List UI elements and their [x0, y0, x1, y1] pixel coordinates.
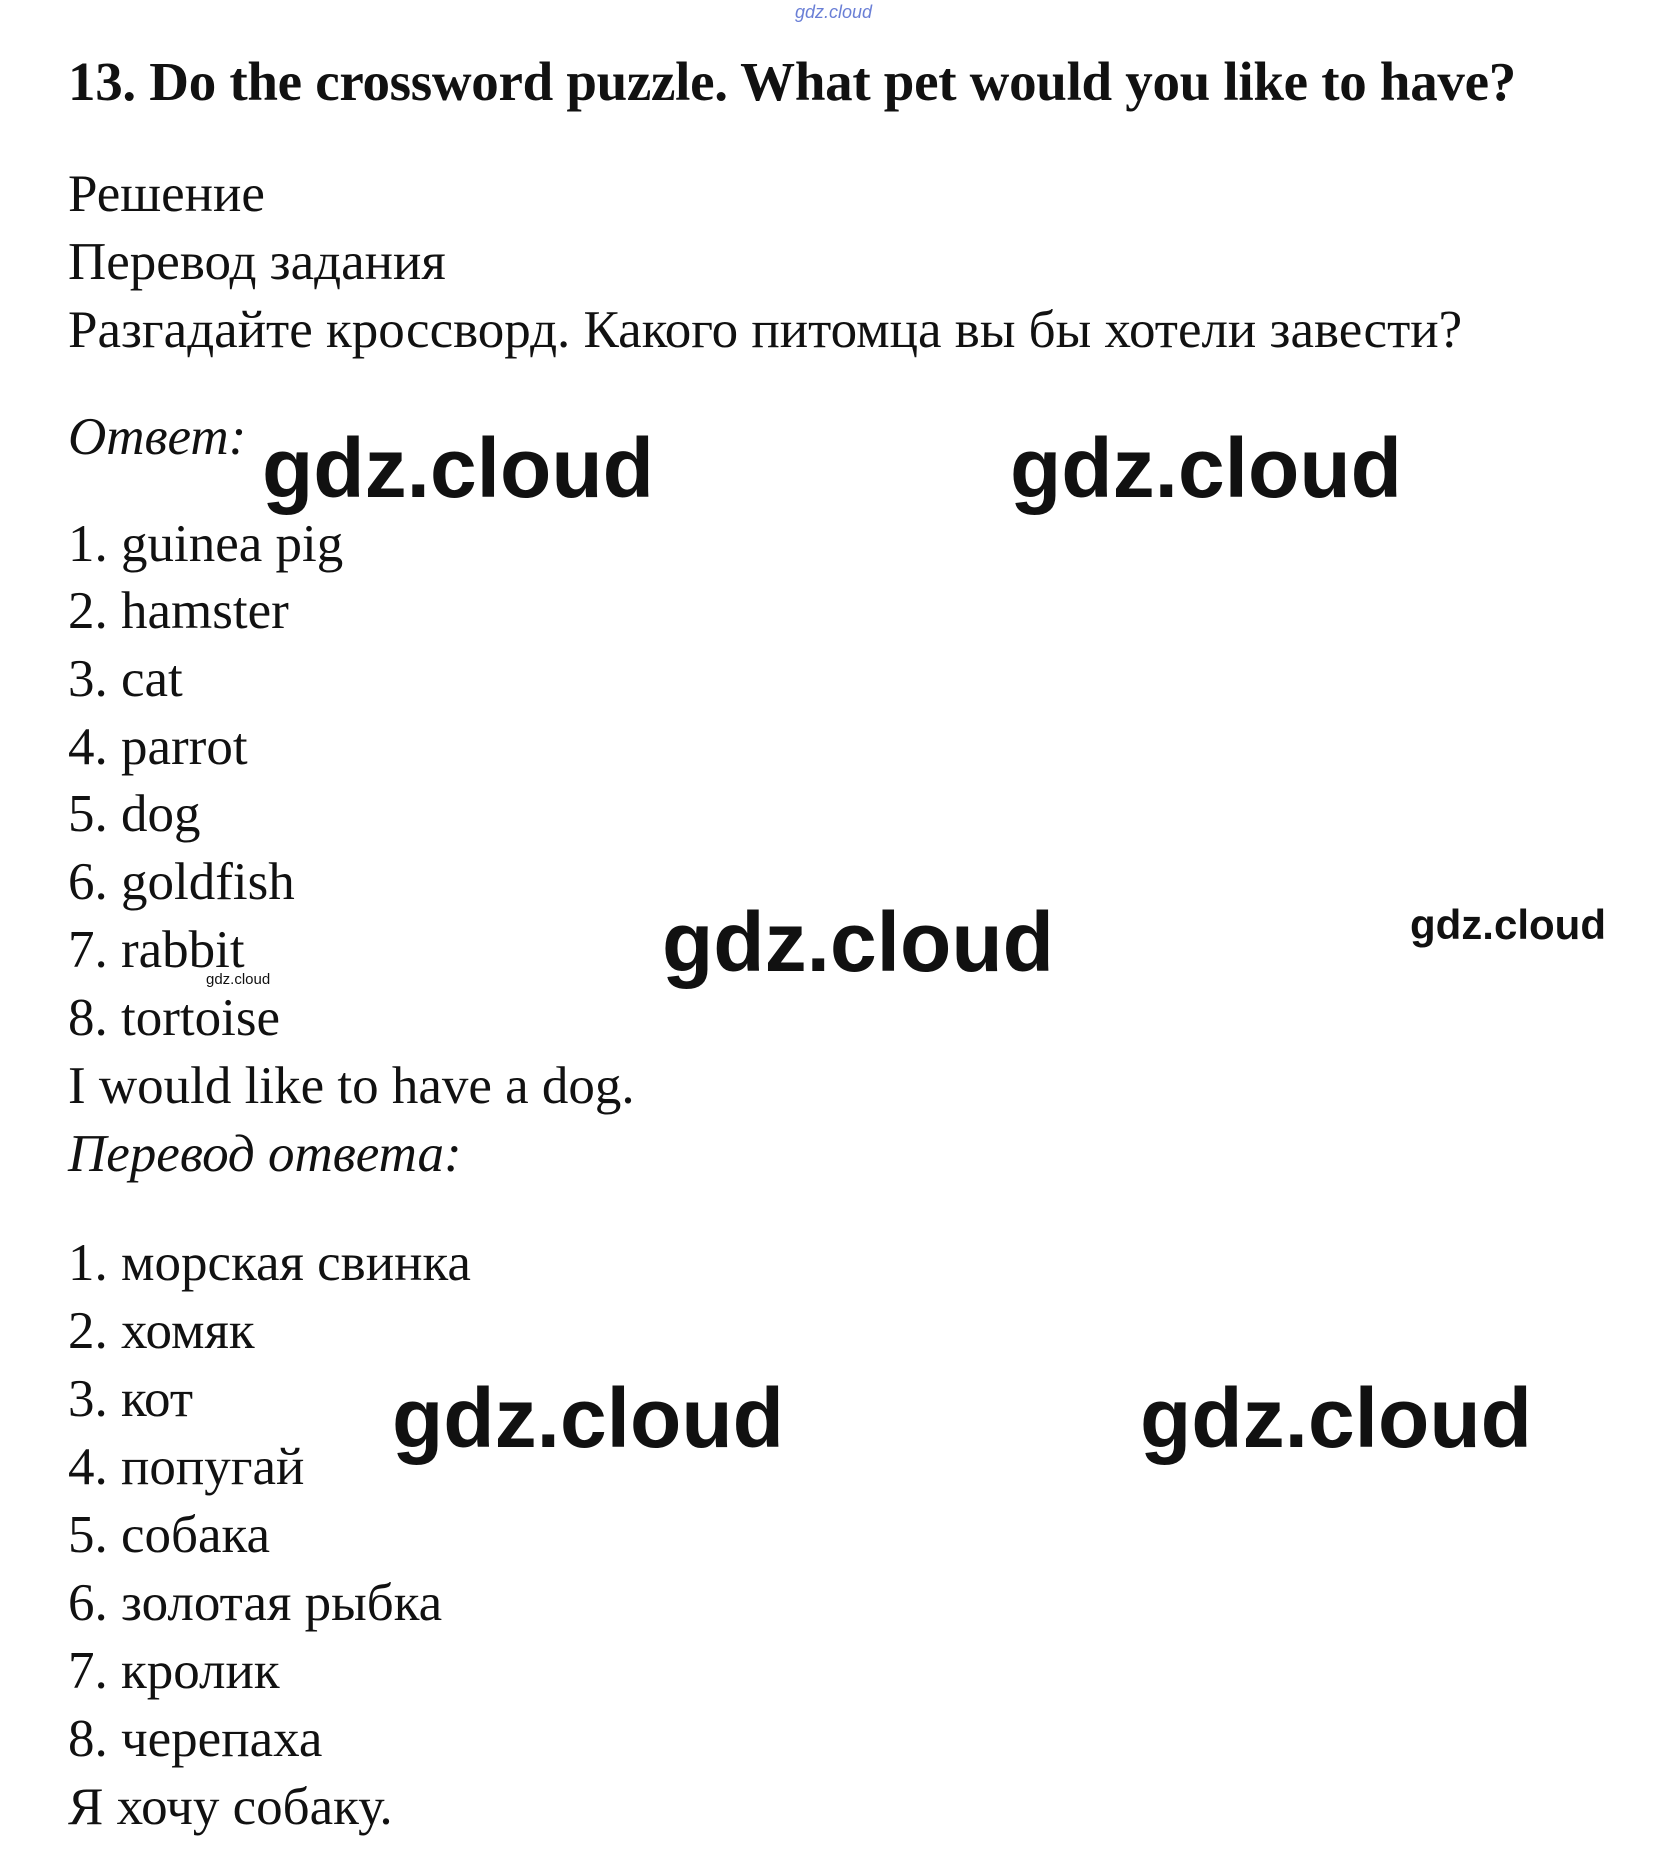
translation-item: 3. кот	[68, 1370, 194, 1428]
answer-label: Ответ:	[68, 408, 247, 466]
watermark: gdz.cloud	[392, 1371, 784, 1465]
translation-item: 4. попугай	[68, 1438, 305, 1496]
answer-item: 7. rabbit	[68, 921, 245, 979]
answer-item: 1. guinea pig	[68, 515, 344, 573]
answer-sentence: I would like to have a dog.	[68, 1057, 635, 1115]
translation-item: 6. золотая рыбка	[68, 1574, 443, 1632]
header-watermark: gdz.cloud	[795, 2, 873, 22]
answer-translation-label: Перевод ответа:	[68, 1125, 462, 1183]
answer-item: 8. tortoise	[68, 989, 280, 1047]
watermark: gdz.cloud	[262, 421, 654, 515]
answer-item: 6. goldfish	[68, 853, 295, 911]
answer-item: 4. parrot	[68, 718, 248, 776]
translation-label: Перевод задания	[68, 233, 446, 291]
watermark: gdz.cloud	[1140, 1371, 1532, 1465]
translation-text: Разгадайте кроссворд. Какого питомца вы бы хотели завести?	[68, 301, 1463, 359]
translation-item: 5. собака	[68, 1506, 270, 1564]
solution-label: Решение	[68, 165, 265, 223]
watermark: gdz.cloud	[1010, 421, 1402, 515]
translation-item: 1. морская свинка	[68, 1234, 471, 1292]
translation-item: 7. кролик	[68, 1642, 280, 1700]
answer-item: 5. dog	[68, 785, 201, 843]
answer-item: 2. hamster	[68, 582, 289, 640]
translation-item: 8. черепаха	[68, 1710, 323, 1768]
watermark: gdz.cloud	[1410, 901, 1606, 948]
watermark: gdz.cloud	[206, 971, 271, 988]
watermark: gdz.cloud	[662, 895, 1054, 989]
task-heading: 13. Do the crossword puzzle. What pet would you like to have?	[68, 51, 1516, 112]
answer-item: 3. cat	[68, 650, 183, 708]
translation-item: 2. хомяк	[68, 1302, 255, 1360]
translation-sentence: Я хочу собаку.	[68, 1778, 393, 1836]
